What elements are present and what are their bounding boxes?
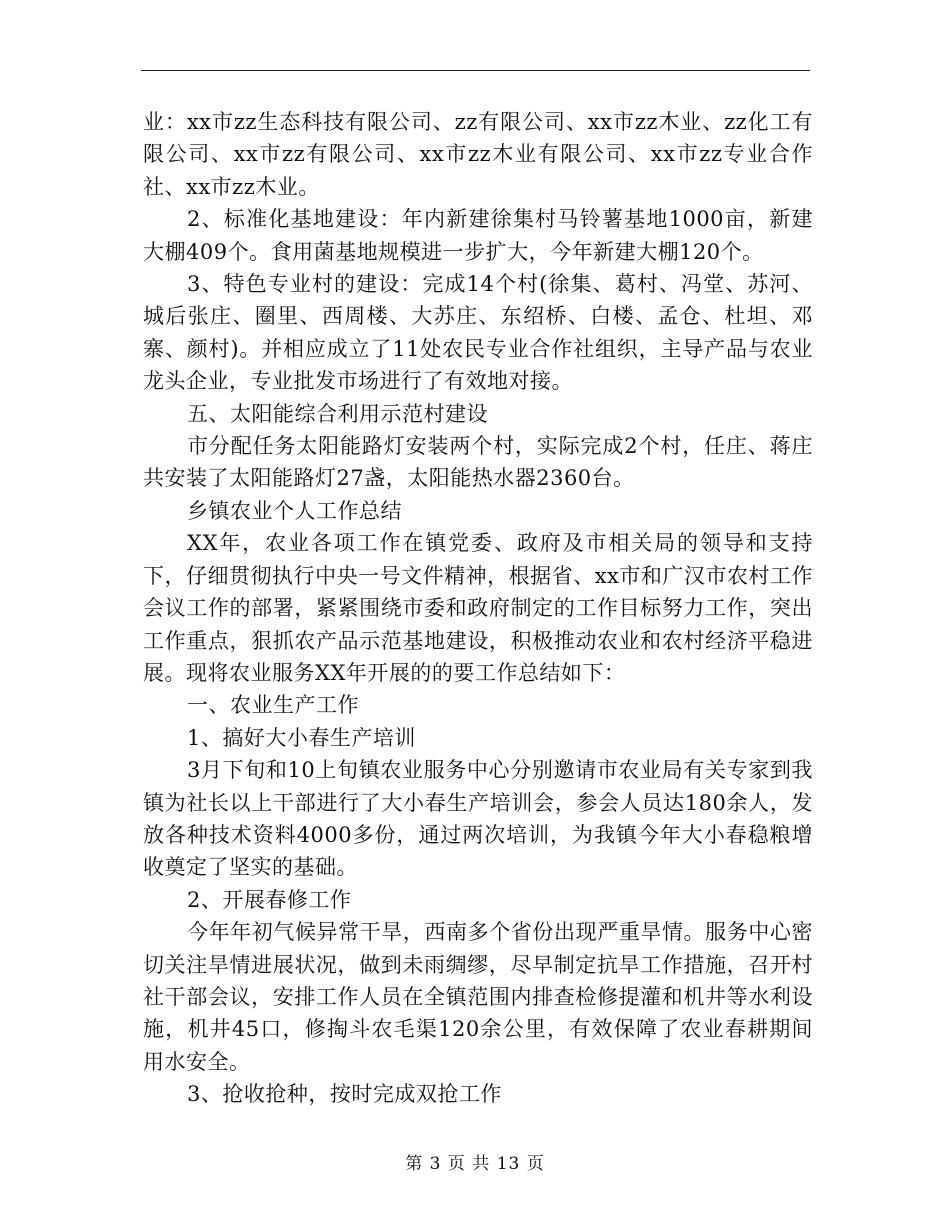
document-body [143, 106, 813, 1111]
subheading-training: 1、搞好大小春生产培训 [187, 725, 416, 750]
subheading-harvest: 3、抢收抢种，按时完成双抢工作 [187, 1082, 502, 1107]
paragraph-spring-repair: 今年年初气候异常干旱，西南多个省份出现严重旱情。服务中心密切关注旱情进展状况，做到未雨绸缪，尽早制定抗旱工作措施，召开村社干部会议，安排工作人员在全镇范围内排查检修提灌和机井等水利设施，机井45口，修掏斗农毛渠120余公里，有效保障了农业春耕期间用水安全。 [143, 920, 813, 1074]
document-title: 乡镇农业个人工作总结 [187, 498, 402, 523]
subheading-spring-repair: 2、开展春修工作 [187, 887, 352, 912]
paragraph-solar-lights: 市分配任务太阳能路灯安装两个村，实际完成2个村，任庄、蒋庄共安装了太阳能路灯27盏，太阳能热水器2360台。 [143, 434, 813, 491]
paragraph-enterprise-list: 业：xx市zz生态科技有限公司、zz有限公司、xx市zz木业、zz化工有限公司、xx市zz有限公司、xx市zz木业有限公司、xx市zz专业合作社、xx市zz木业。 [143, 110, 813, 199]
header-rule [141, 70, 810, 71]
section-heading-solar: 五、太阳能综合利用示范村建设 [187, 401, 488, 426]
paragraph-training: 3月下旬和10上旬镇农业服务中心分别邀请市农业局有关专家到我镇为社长以上干部进行了大小春生产培训会，参会人员达180余人，发放各种技术资料4000多份，通过两次培训，为我镇今年大小春稳粮增收奠定了坚实的基础。 [143, 758, 813, 880]
paragraph-standard-base: 2、标准化基地建设：年内新建徐集村马铃薯基地1000亩，新建大棚409个。食用菌基地规模进一步扩大，今年新建大棚120个。 [143, 207, 813, 264]
page-number: 第 3 页 共 13 页 [405, 1154, 545, 1174]
section-heading-production: 一、农业生产工作 [187, 693, 359, 718]
paragraph-intro: XX年，农业各项工作在镇党委、政府及市相关局的领导和支持下，仔细贯彻执行中央一号文件精神，根据省、xx市和广汉市农村工作会议工作的部署，紧紧围绕市委和政府制定的工作目标努力工作，突出工作重点，狠抓农产品示范基地建设，积极推动农业和农村经济平稳进展。现将农业服务XX年开展的的要工作总结如下： [143, 531, 813, 685]
paragraph-specialty-villages: 3、特色专业村的建设：完成14个村(徐集、葛村、冯堂、苏河、城后张庄、圈里、西周楼、大苏庄、东绍桥、白楼、孟仓、杜坦、邓寨、颜村)。并相应成立了11处农民专业合作社组织，主导产品与农业龙头企业，专业批发市场进行了有效地对接。 [143, 272, 813, 394]
